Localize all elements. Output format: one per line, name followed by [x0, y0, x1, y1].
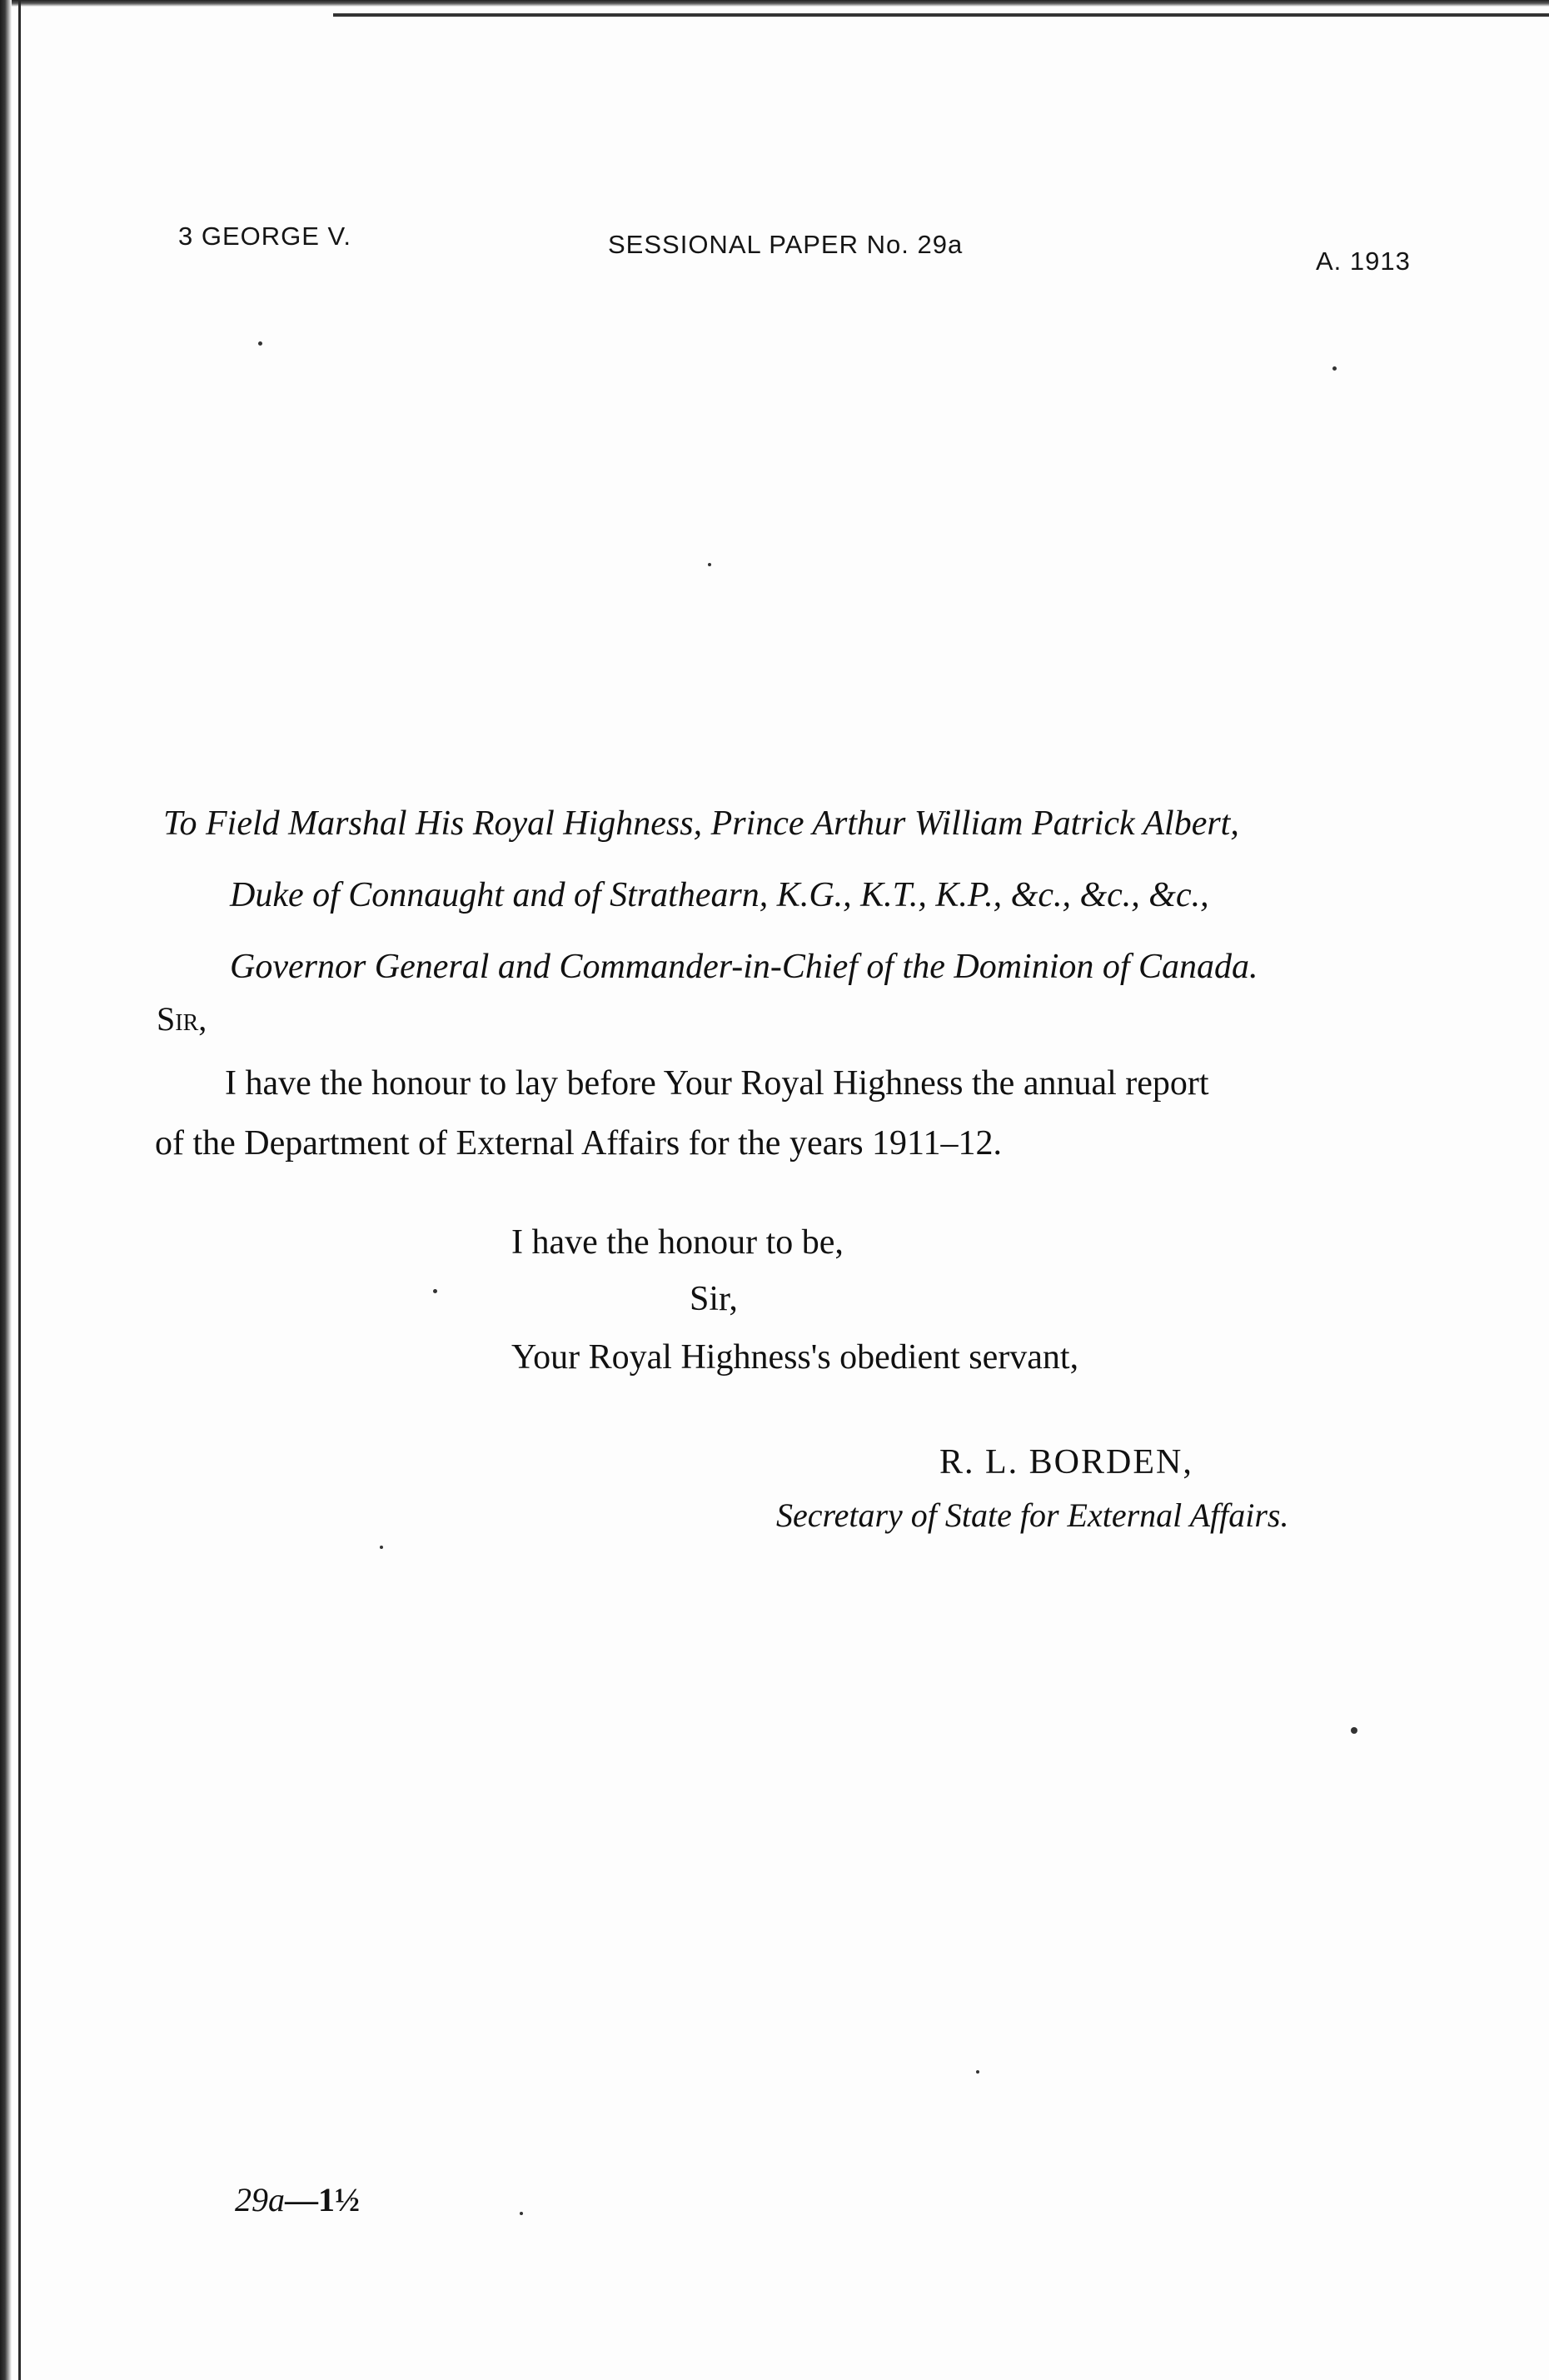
header-year: A. 1913: [1316, 246, 1411, 276]
header-sessional-paper: SESSIONAL PAPER No. 29a: [608, 230, 964, 259]
scan-binding-line: [18, 0, 21, 2380]
scan-speck: [380, 1546, 383, 1549]
addressee-line-2: Duke of Connaught and of Strathearn, K.G., K.T., K.P., &c., &c., &c.,: [230, 876, 1209, 914]
scan-speck: [1351, 1727, 1357, 1734]
addressee-line-3: Governor General and Commander-in-Chief of the Dominion of Canada.: [230, 948, 1258, 986]
scan-speck: [1332, 366, 1337, 371]
salutation: Sir,: [157, 1000, 207, 1038]
scan-top-edge: [0, 0, 1549, 7]
addressee-line-1: To Field Marshal His Royal Highness, Prince Arthur William Patrick Albert,: [163, 804, 1239, 843]
addressee-block: [163, 788, 1429, 1003]
scan-speck: [520, 2212, 523, 2215]
signature-mark-suffix: —1½: [285, 2181, 360, 2218]
closing-line-3: Your Royal Highness's obedient servant,: [511, 1338, 1079, 1377]
scan-speck: [258, 341, 262, 346]
printer-signature-mark: [235, 2180, 360, 2219]
closing-line-2: Sir,: [690, 1280, 738, 1318]
scan-speck: [976, 2070, 979, 2074]
signatory-name: R. L. BORDEN,: [939, 1443, 1193, 1481]
scan-top-rule: [333, 13, 1549, 17]
header-reign: 3 GEORGE V.: [178, 222, 351, 251]
letter-body-line-2: of the Department of External Affairs for the years 1911–12.: [155, 1124, 1003, 1163]
signature-mark-prefix: 29a: [235, 2181, 285, 2218]
scan-speck: [708, 563, 711, 566]
signatory-title: Secretary of State for External Affairs.: [776, 1496, 1289, 1534]
scan-binding-edge: [0, 0, 12, 2380]
letter-body: [155, 1053, 1404, 1173]
closing-line-1: I have the honour to be,: [511, 1223, 844, 1262]
letter-body-line-1: I have the honour to lay before Your Royal Highness the annual report: [225, 1064, 1209, 1103]
scan-speck: [433, 1289, 437, 1293]
